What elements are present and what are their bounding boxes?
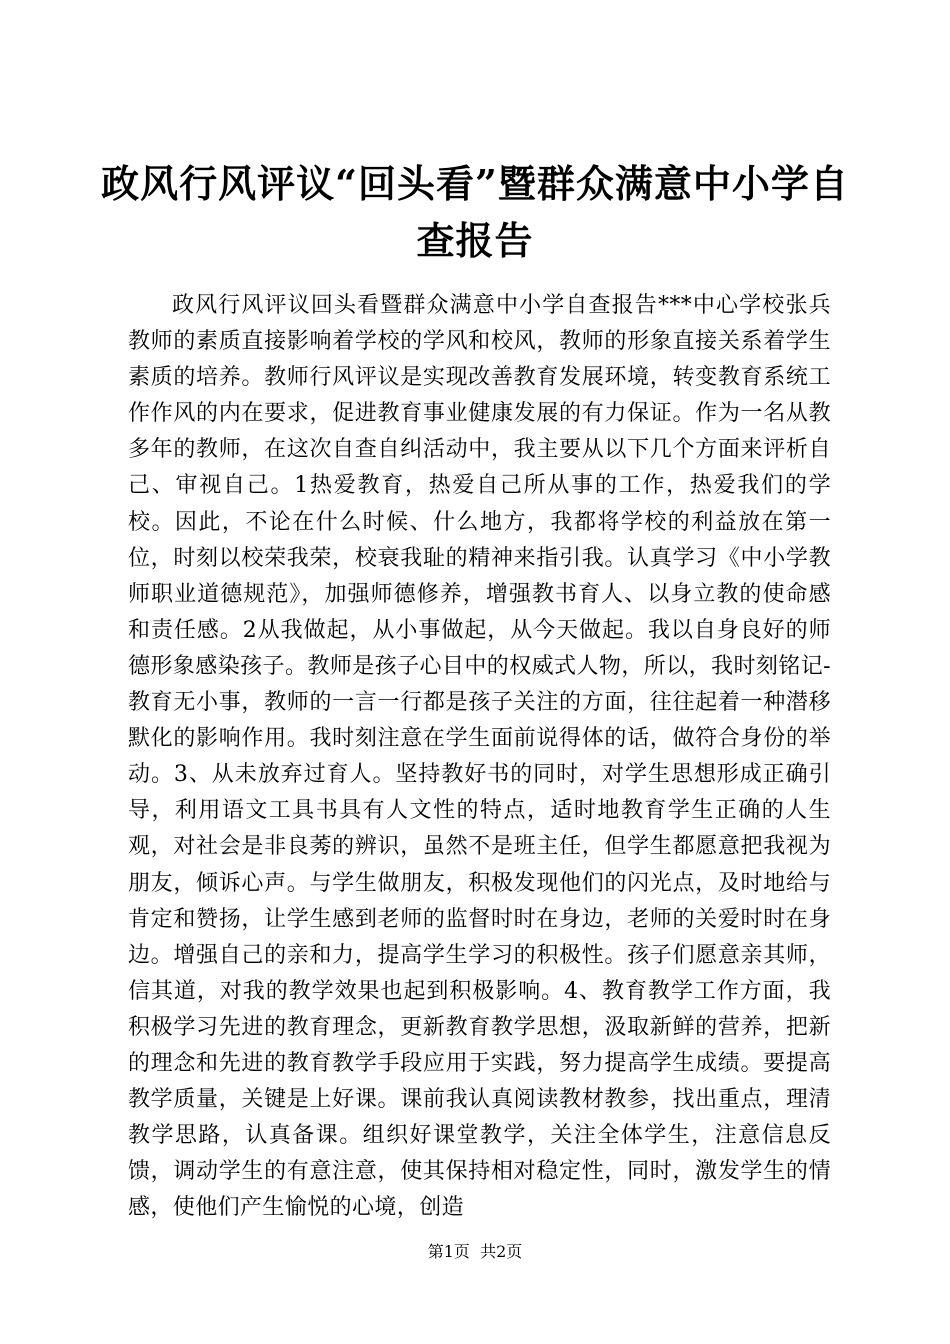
- document-title-line-2: 查报告: [416, 218, 534, 263]
- document-body-paragraph: 政风行风评议回头看暨群众满意中小学自查报告***中心学校张兵教师的素质直接影响着学校的学风和校风，教师的形象直接关系着学生素质的培养。教师行风评议是实现改善教育发展环境，转变教育系统工作作风的内在要求，促进教育事业健康发展的有力保证。作为一名从教多年的教师，在这次自查自纠活动中，我主要从以下几个方面来评析自己、审视自己。1热爱教育，热爱自己所从事的工作，热爱我们的学校。因此，不论在什么时候、什么地方，我都将学校的利益放在第一位，时刻以校荣我荣，校衰我耻的精神来指引我。认真学习《中小学教师职业道德规范》，加强师德修养，增强教书育人、以身立教的使命感和责任感。2从我做起，从小事做起，从今天做起。我以自身良好的师德形象感染孩子。教师是孩子心目中的权威式人物，所以，我时刻铭记-教育无小事，教师的一言一行都是孩子关注的方面，往往起着一种潜移默化的影响作用。我时刻注意在学生面前说得体的话，做符合身份的举动。3、从未放弃过育人。坚持教好书的同时，对学生思想形成正确引导，利用语文工具书具有人文性的特点，适时地教育学生正确的人生观，对社会是非良莠的辨识，虽然不是班主任，但学生都愿意把我视为朋友，倾诉心声。与学生做朋友，积极发现他们的闪光点，及时地给与肯定和赞扬，让学生感到老师的监督时时在身边，老师的关爱时时在身边。增强自己的亲和力，提高学生学习的积极性。孩子们愿意亲其师，信其道，对我的教学效果也起到积极影响。4、教育教学工作方面，我积极学习先进的教育理念，更新教育教学思想，汲取新鲜的营养，把新的理念和先进的教育教学手段应用于实践，努力提高学生成绩。要提高教学质量，关键是上好课。课前我认真阅读教材教参，找出重点，理清教学思路，认真备课。组织好课堂教学，关注全体学生，注意信息反馈，调动学生的有意注意，使其保持相对稳定性，同时，激发学生的情感，使他们产生愉悦的心境，创造: [128, 293, 831, 1221]
- document-title-line-1: 政风行风评议“回头看”暨群众满意中小学自: [101, 161, 849, 206]
- page-footer: [0, 1242, 950, 1262]
- page-number-label: 第1页 共2页: [427, 1242, 523, 1261]
